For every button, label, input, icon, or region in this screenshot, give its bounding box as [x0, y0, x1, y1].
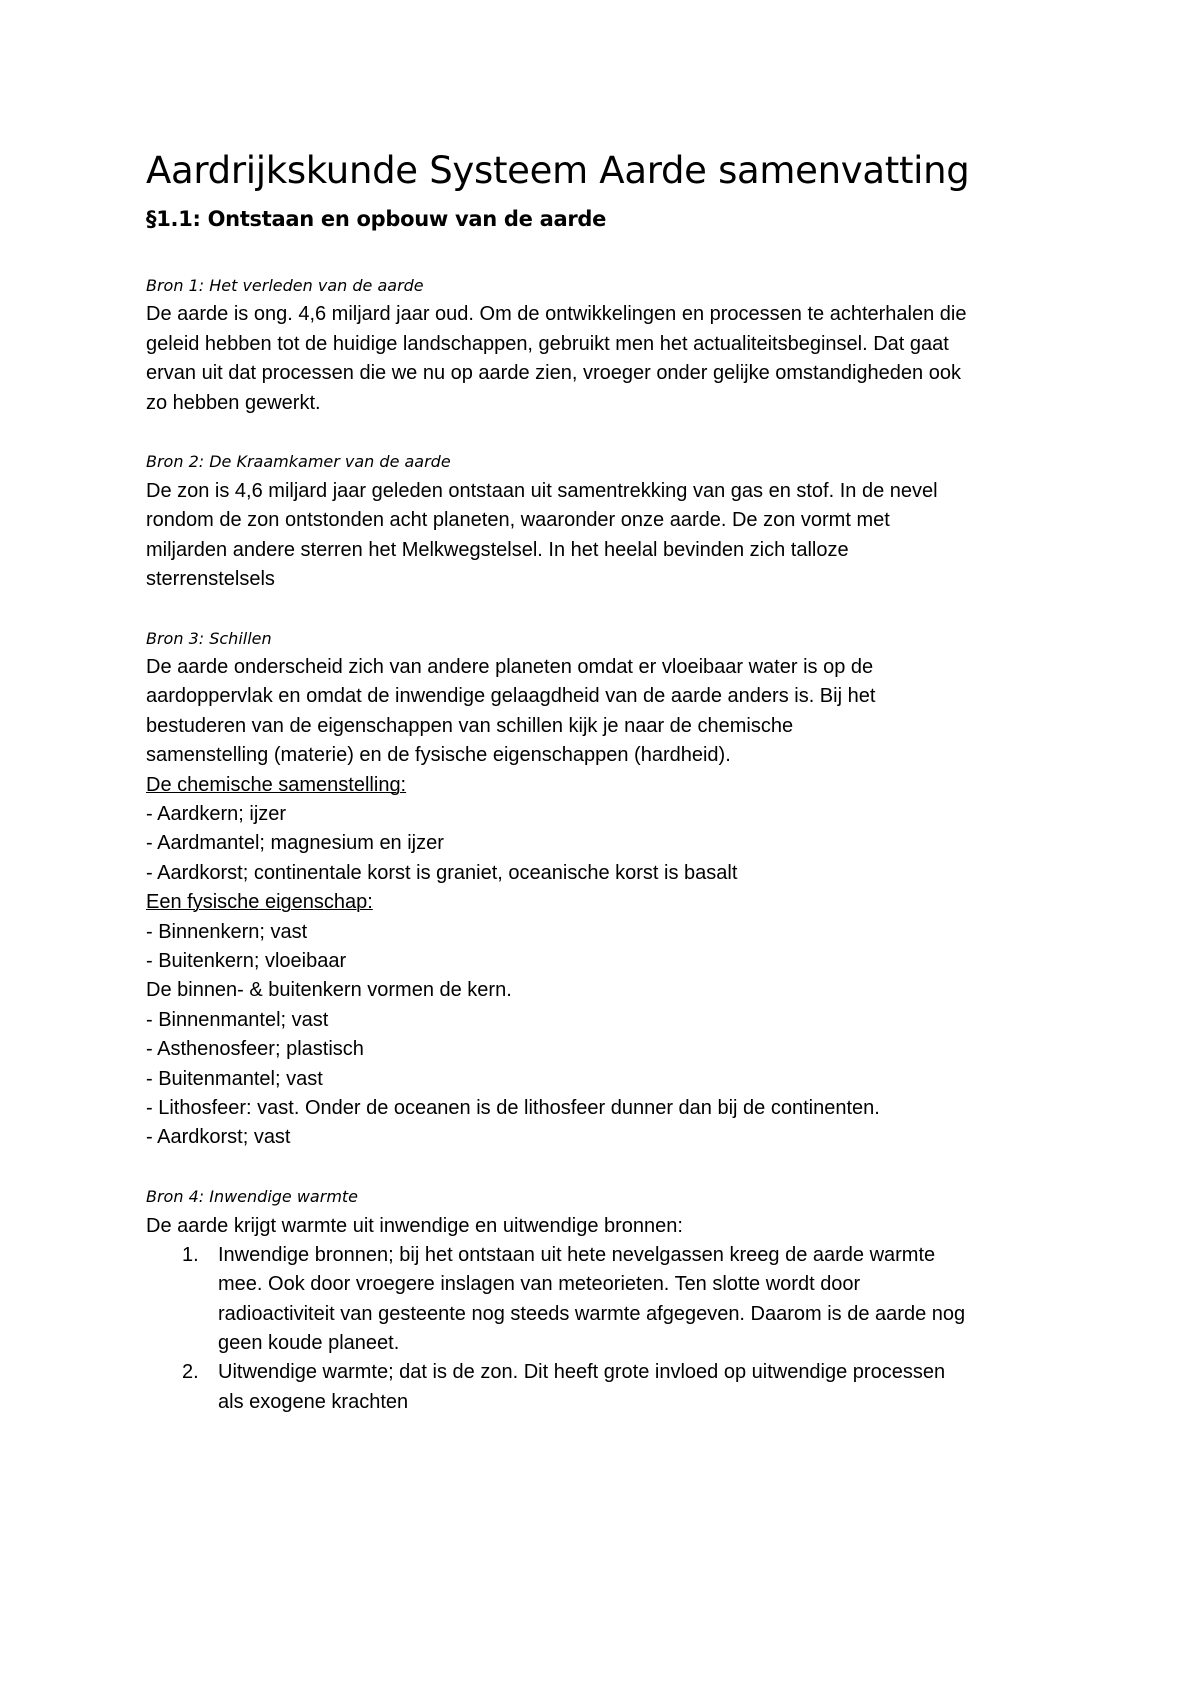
list-item: - Aardkorst; continentale korst is graniet, oceanische korst is basalt	[146, 861, 738, 884]
list-item: - Binnenkern; vast	[146, 920, 308, 943]
paragraph-line: De aarde is ong. 4,6 miljard jaar oud. Om de ontwikkelingen en processen te achterhalen die	[146, 303, 967, 326]
section-heading: §1.1: Ontstaan en opbouw van de aarde	[146, 207, 607, 231]
paragraph-line: De binnen- & buitenkern vormen de kern.	[146, 979, 512, 1002]
document-title: Aardrijkskunde Systeem Aarde samenvatting	[146, 149, 970, 192]
spacer	[146, 1153, 1086, 1182]
numbered-list-item	[146, 1241, 1086, 1359]
paragraph-line: bestuderen van de eigenschappen van schillen kijk je naar de chemische	[146, 714, 794, 737]
list-item: - Buitenkern; vloeibaar	[146, 949, 347, 972]
paragraph-line: De aarde krijgt warmte uit inwendige en uitwendige bronnen:	[146, 1214, 683, 1237]
list-item-line: radioactiviteit van gesteente nog steeds warmte afgegeven. Daarom is de aarde nog	[218, 1302, 966, 1325]
paragraph-line: miljarden andere sterren het Melkwegstelsel. In het heelal bevinden zich talloze	[146, 538, 849, 561]
underlined-label: Een fysische eigenschap:	[146, 891, 373, 914]
paragraph-line: ervan uit dat processen die we nu op aarde zien, vroeger onder gelijke omstandigheden ook	[146, 362, 961, 385]
list-item: - Binnenmantel; vast	[146, 1008, 329, 1031]
bron-1-heading: Bron 1: Het verleden van de aarde	[146, 276, 424, 295]
list-item: - Aardkern; ijzer	[146, 803, 287, 826]
paragraph-line: samenstelling (materie) en de fysische eigenschappen (hardheid).	[146, 744, 731, 767]
list-item-line: als exogene krachten	[218, 1390, 409, 1413]
numbered-list-item	[146, 1358, 1086, 1417]
physical-property-heading	[146, 888, 1086, 917]
list-item-line: Inwendige bronnen; bij het ontstaan uit hete nevelgassen kreeg de aarde warmte	[218, 1243, 936, 1266]
bron-3-heading: Bron 3: Schillen	[146, 628, 272, 648]
paragraph-line: aardoppervlak en omdat de inwendige gelaagdheid van de aarde anders is. Bij het	[146, 685, 876, 708]
bron-2-heading: Bron 2: De Kraamkamer van de aarde	[146, 452, 451, 472]
paragraph-line: rondom de zon ontstonden acht planeten, waaronder onze aarde. De zon vormt met	[146, 509, 890, 532]
list-item: - Asthenosfeer; plastisch	[146, 1038, 364, 1061]
paragraph-line: geleid hebben tot de huidige landschappen, gebruikt men het actualiteitsbeginsel. Dat gaat	[146, 332, 949, 355]
list-number: 1.	[182, 1243, 199, 1266]
underlined-label: De chemische samenstelling:	[146, 773, 407, 796]
list-number: 2.	[182, 1361, 199, 1384]
paragraph-line: De aarde onderscheid zich van andere planeten omdat er vloeibaar water is op de	[146, 656, 874, 679]
spacer	[146, 594, 1086, 623]
list-item-line: geen koude planeet.	[218, 1332, 400, 1355]
list-item: - Aardkorst; vast	[146, 1126, 291, 1149]
paragraph-line: zo hebben gewerkt.	[146, 391, 321, 414]
spacer	[146, 418, 1086, 447]
chemical-composition-heading	[146, 771, 1086, 800]
list-item-line: Uitwendige warmte; dat is de zon. Dit heeft grote invloed op uitwendige processen	[218, 1361, 946, 1384]
paragraph-line: sterrenstelsels	[146, 567, 275, 590]
paragraph-line: De zon is 4,6 miljard jaar geleden ontstaan uit samentrekking van gas en stof. In de nevel	[146, 479, 938, 502]
bron-4-heading: Bron 4: Inwendige warmte	[146, 1187, 359, 1207]
list-item: - Buitenmantel; vast	[146, 1067, 323, 1090]
list-item-line: mee. Ook door vroegere inslagen van meteorieten. Ten slotte wordt door	[218, 1273, 861, 1296]
list-item: - Aardmantel; magnesium en ijzer	[146, 832, 444, 855]
document-body	[146, 271, 1086, 1417]
list-item: - Lithosfeer: vast. Onder de oceanen is de lithosfeer dunner dan bij de continenten.	[146, 1096, 880, 1119]
